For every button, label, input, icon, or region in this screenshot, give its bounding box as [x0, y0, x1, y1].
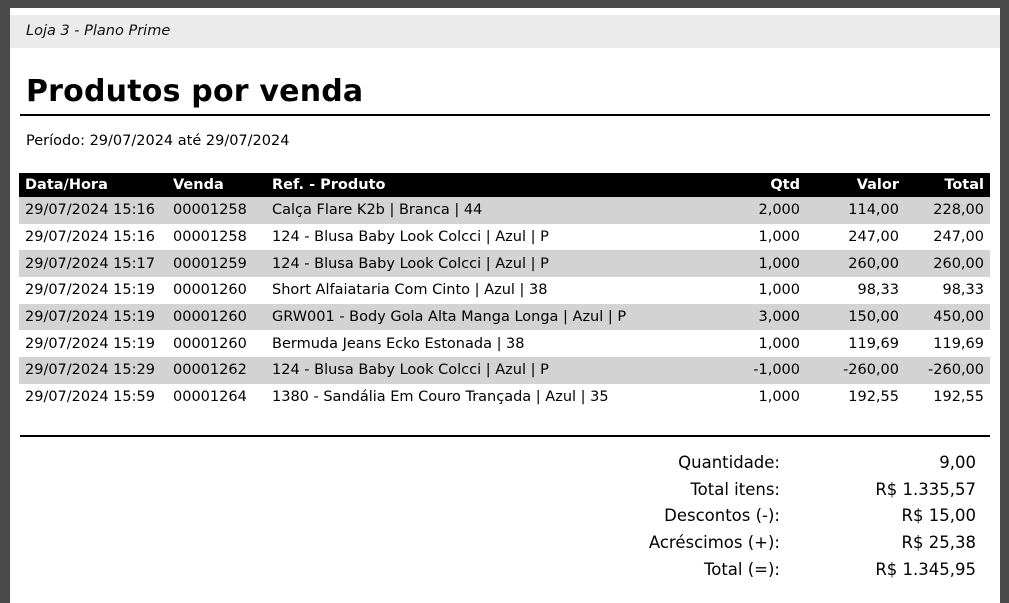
cell-sale: 00001260	[173, 282, 247, 299]
cell-product: GRW001 - Body Gola Alta Manga Longa | Azul | P	[266, 304, 698, 331]
cell-sale: 00001260	[167, 304, 266, 331]
cell-value: 119,69	[848, 335, 899, 352]
cell-qty: 1,000	[758, 389, 800, 406]
store-header-bar	[10, 15, 1000, 48]
summary-row	[570, 506, 980, 533]
column-header-qty: Qtd	[698, 173, 806, 197]
sales-products-table	[19, 173, 990, 411]
summary-label: Quantidade:	[678, 453, 780, 472]
cell-qty: 1,000	[698, 250, 806, 277]
column-header-value: Valor	[806, 173, 905, 197]
cell-product: 124 - Blusa Baby Look Colcci | Azul | P	[266, 250, 698, 277]
cell-product: 124 - Blusa Baby Look Colcci | Azul | P	[272, 229, 549, 246]
summary-value: R$ 1.335,57	[875, 479, 976, 499]
cell-total: -260,00	[905, 357, 990, 384]
report-summary	[570, 453, 980, 586]
cell-total: 228,00	[905, 197, 990, 224]
table-row	[19, 197, 990, 224]
report-period: Período: 29/07/2024 até 29/07/2024	[26, 133, 290, 149]
summary-value: R$ 1.345,95	[875, 559, 976, 579]
cell-sale: 00001260	[173, 335, 247, 352]
cell-product: Short Alfaiataria Com Cinto | Azul | 38	[272, 282, 548, 299]
cell-datetime: 29/07/2024 15:19	[25, 335, 155, 352]
column-header-product: Ref. - Produto	[266, 173, 698, 197]
table-row	[19, 277, 990, 304]
table-header-row	[19, 173, 990, 197]
cell-sale: 00001259	[167, 250, 266, 277]
title-divider	[20, 114, 990, 116]
cell-total: 260,00	[905, 250, 990, 277]
summary-row	[570, 533, 980, 560]
table-row	[19, 384, 990, 411]
cell-sale: 00001262	[167, 357, 266, 384]
summary-label: Total itens:	[690, 479, 780, 499]
table-row	[19, 250, 990, 277]
summary-value: R$ 15,00	[901, 506, 976, 526]
cell-datetime: 29/07/2024 15:19	[19, 304, 167, 331]
summary-row	[570, 453, 980, 480]
cell-datetime: 29/07/2024 15:16	[19, 197, 167, 224]
cell-product: Calça Flare K2b | Branca | 44	[266, 197, 698, 224]
summary-row	[570, 560, 980, 587]
cell-total: 247,00	[933, 229, 984, 246]
cell-datetime: 29/07/2024 15:29	[19, 357, 167, 384]
table-row	[19, 224, 990, 251]
cell-qty: 2,000	[698, 197, 806, 224]
cell-qty: -1,000	[698, 357, 806, 384]
summary-label: Total (=):	[703, 559, 780, 579]
cell-sale: 00001264	[173, 389, 247, 406]
table-row	[19, 304, 990, 331]
column-header-datetime: Data/Hora	[19, 173, 167, 197]
summary-value: 9,00	[939, 453, 976, 472]
cell-product: 1380 - Sandália Em Couro Trançada | Azul | 35	[272, 389, 609, 406]
cell-value: 192,55	[848, 389, 899, 406]
cell-product: 124 - Blusa Baby Look Colcci | Azul | P	[266, 357, 698, 384]
summary-divider	[20, 435, 990, 437]
column-header-sale: Venda	[167, 173, 266, 197]
cell-qty: 1,000	[758, 282, 800, 299]
cell-datetime: 29/07/2024 15:16	[25, 229, 155, 246]
cell-product: Bermuda Jeans Ecko Estonada | 38	[272, 335, 525, 352]
cell-value: -260,00	[806, 357, 905, 384]
cell-value: 247,00	[848, 229, 899, 246]
cell-qty: 1,000	[758, 335, 800, 352]
cell-total: 119,69	[933, 335, 984, 352]
report-page	[10, 8, 1000, 603]
cell-value: 260,00	[806, 250, 905, 277]
cell-value: 98,33	[857, 282, 899, 299]
cell-datetime: 29/07/2024 15:19	[25, 282, 155, 299]
report-title: Produtos por venda	[26, 74, 364, 109]
cell-total: 98,33	[942, 282, 984, 299]
column-header-total: Total	[905, 173, 990, 197]
cell-total: 192,55	[933, 389, 984, 406]
table-row	[19, 357, 990, 384]
cell-sale: 00001258	[173, 229, 247, 246]
summary-label: Acréscimos (+):	[648, 533, 780, 553]
store-name: Loja 3 - Plano Prime	[26, 23, 171, 39]
summary-value: R$ 25,38	[901, 533, 976, 553]
table-row	[19, 330, 990, 357]
cell-sale: 00001258	[167, 197, 266, 224]
cell-value: 150,00	[806, 304, 905, 331]
cell-value: 114,00	[806, 197, 905, 224]
cell-qty: 3,000	[698, 304, 806, 331]
summary-row	[570, 480, 980, 507]
cell-qty: 1,000	[758, 229, 800, 246]
summary-label: Descontos (-):	[664, 506, 780, 526]
cell-datetime: 29/07/2024 15:59	[25, 389, 155, 406]
cell-datetime: 29/07/2024 15:17	[19, 250, 167, 277]
cell-total: 450,00	[905, 304, 990, 331]
